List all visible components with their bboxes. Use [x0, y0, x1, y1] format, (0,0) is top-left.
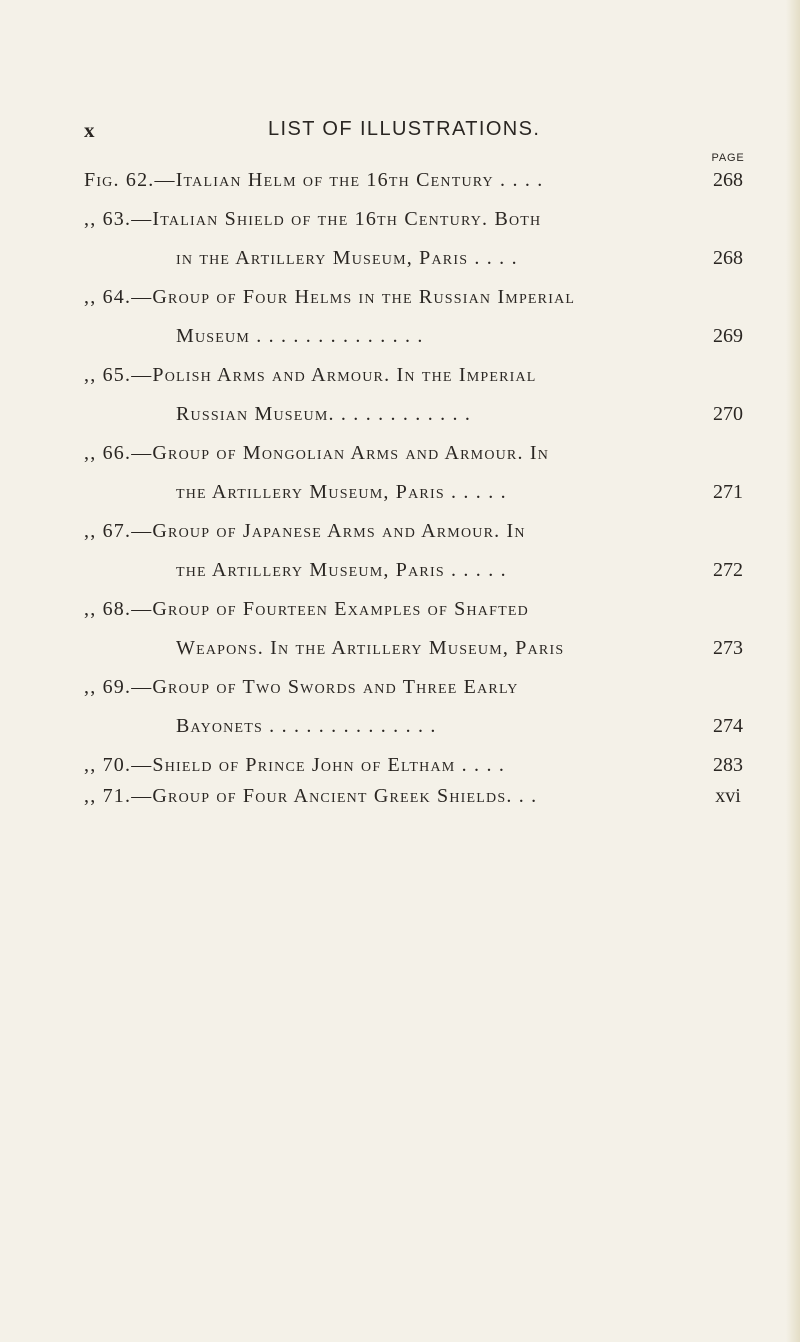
entry-text: ,, 69.—Group of Two Swords and Three Early — [84, 676, 519, 698]
entry-text: ,, 65.—Polish Arms and Armour. In the Imperial — [84, 364, 537, 386]
entry-text: ,, 70.—Shield of Prince John of Eltham . . . . — [84, 754, 506, 776]
entry-text-continued: Bayonets . . . . . . . . . . . . . . — [176, 715, 437, 737]
running-head: LIST OF ILLUSTRATIONS. — [268, 118, 541, 140]
page-edge-shadow — [786, 0, 800, 1342]
entry-text-continued: Weapons. In the Artillery Museum, Paris — [176, 637, 565, 659]
entry-text: ,, 67.—Group of Japanese Arms and Armour. In — [84, 520, 526, 542]
entry-text: ,, 63.—Italian Shield of the 16th Century. Both — [84, 208, 542, 230]
entry-text-continued: Russian Museum. . . . . . . . . . . . — [176, 403, 472, 425]
entry-text: ,, 68.—Group of Fourteen Examples of Shafted — [84, 598, 529, 620]
page-column-label: PAGE — [711, 152, 745, 164]
page-header — [0, 118, 800, 158]
entry-page-number: 268 — [713, 169, 743, 191]
entry-text: ,, 64.—Group of Four Helms in the Russian Imperial — [84, 286, 576, 308]
entry-page-number: 272 — [713, 559, 743, 581]
folio-number: x — [84, 118, 96, 142]
entry-text: ,, 71.—Group of Four Ancient Greek Shields. . . — [84, 785, 538, 807]
entry-text-continued: the Artillery Museum, Paris . . . . . — [176, 559, 507, 581]
entry-text: ,, 66.—Group of Mongolian Arms and Armour. In — [84, 442, 550, 464]
entry-page-number: 283 — [713, 754, 743, 776]
entry-text-continued: in the Artillery Museum, Paris . . . . — [176, 247, 518, 269]
entry-page-number: 270 — [713, 403, 743, 425]
entry-page-number: 268 — [713, 247, 743, 269]
entry-page-number: xvi — [715, 785, 741, 807]
entry-text-continued: Museum . . . . . . . . . . . . . . — [176, 325, 424, 347]
entry-text-continued: the Artillery Museum, Paris . . . . . — [176, 481, 507, 503]
entry-page-number: 271 — [713, 481, 743, 503]
entry-page-number: 274 — [713, 715, 743, 737]
entry-page-number: 269 — [713, 325, 743, 347]
entry-text: Fig. 62.—Italian Helm of the 16th Century . . . . — [84, 169, 544, 191]
entry-page-number: 273 — [713, 637, 743, 659]
